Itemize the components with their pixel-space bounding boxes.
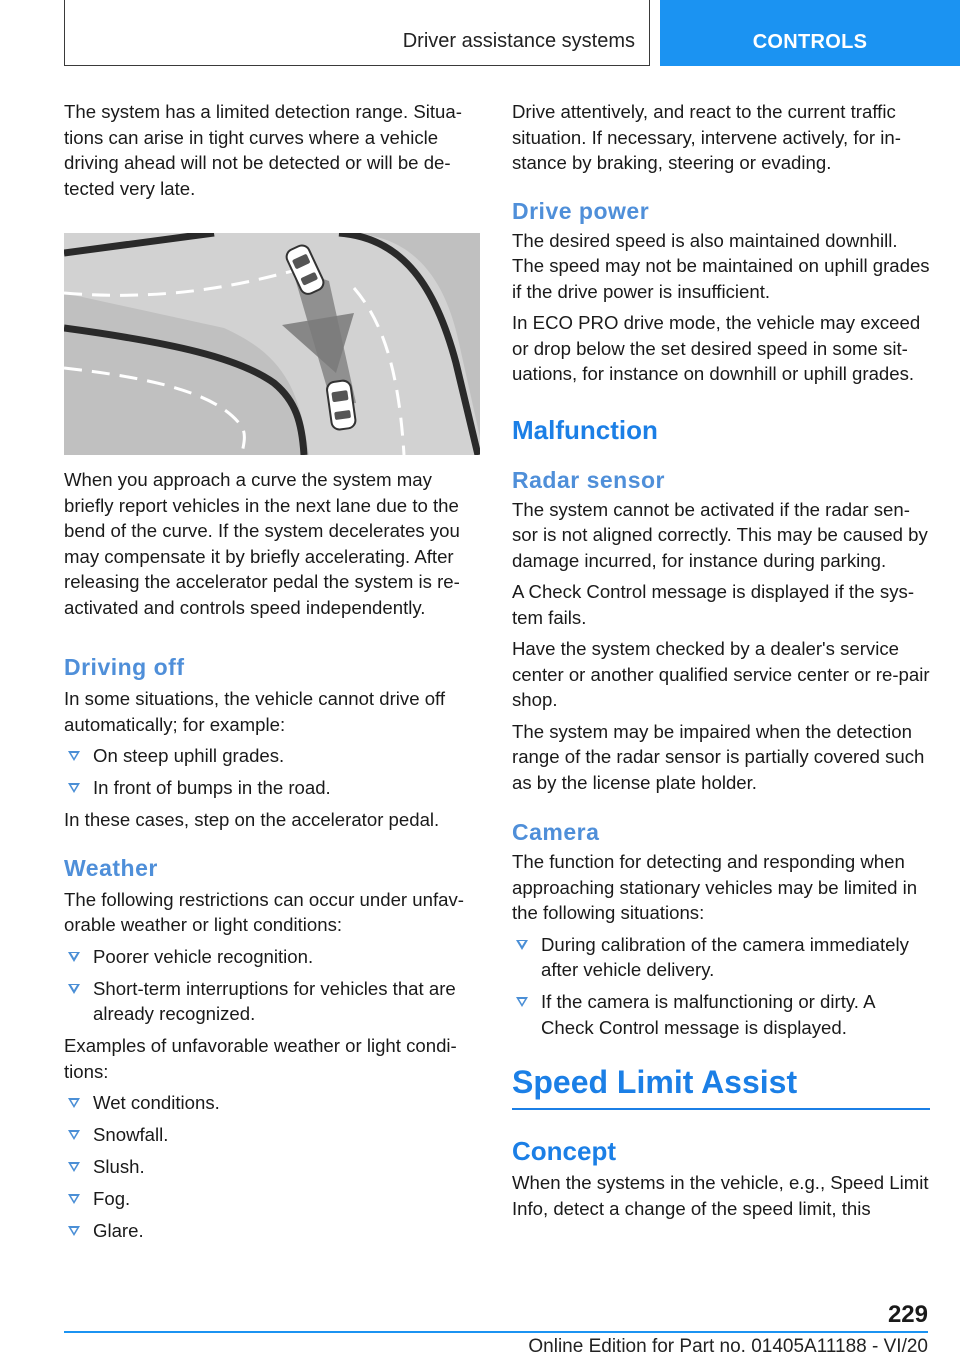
- header-section-box: [64, 0, 650, 66]
- left-column: [64, 99, 482, 1250]
- drive-power-p2: In ECO PRO drive mode, the vehicle may exceed or drop below the set desired speed in some sit-uations, for instance on downhill or uphill grades.: [512, 312, 921, 384]
- driving-off-heading: Driving off: [64, 654, 185, 680]
- list-item: In front of bumps in the road.: [64, 775, 482, 801]
- radar-p4: The system may be impaired when the detection range of the radar sensor is partially covered such as by the license plate holder.: [512, 720, 925, 793]
- bullet-triangle-icon: [68, 1098, 80, 1108]
- weather-examples: Examples of unfavorable weather or light condi-tions:: [64, 1035, 457, 1082]
- right-column: [512, 99, 930, 1227]
- list-item: On steep uphill grades.: [64, 743, 482, 769]
- camera-text: The function for detecting and responding when approaching stationary vehicles may be limited in the following situations:: [512, 851, 918, 923]
- list-item: Slush.: [64, 1154, 482, 1180]
- curve-paragraph: When you approach a curve the system may briefly report vehicles in the next lane due to the bend of the curve. If the system decelerates you may compensate it by briefly accelerating. After releasing the accelerator pedal the system is re-activated and controls speed independently.: [64, 469, 460, 618]
- list-item: Wet conditions.: [64, 1090, 482, 1116]
- list-item: Glare.: [64, 1218, 482, 1244]
- page-number: 229: [887, 1301, 928, 1328]
- bullet-triangle-icon: [68, 751, 80, 761]
- bullet-triangle-icon: [68, 1194, 80, 1204]
- footer-divider: [64, 1331, 928, 1333]
- weather-heading: Weather: [64, 854, 158, 881]
- camera-heading: Camera: [512, 819, 600, 845]
- drive-power-p1: The desired speed is also maintained downhill. The speed may not be maintained on uphill grades if the drive power is insufficient.: [512, 229, 930, 302]
- chapter-tab[interactable]: [660, 0, 960, 66]
- bullet-triangle-icon: [68, 984, 80, 994]
- bullet-triangle-icon: [68, 1226, 80, 1236]
- list-item: Fog.: [64, 1186, 482, 1212]
- radar-p1: The system cannot be activated if the radar sen-sor is not aligned correctly. This may be caused by damage incurred, for instance during parking.: [512, 498, 928, 571]
- curve-detection-illustration: [64, 233, 480, 455]
- weather-list: [64, 944, 482, 1027]
- bullet-triangle-icon: [516, 997, 528, 1007]
- section-title: Driver assistance systems: [402, 30, 635, 52]
- concept-text: When the systems in the vehicle, e.g., Speed Limit Info, detect a change of the speed limit, this: [512, 1172, 929, 1219]
- driving-off-after: In these cases, step on the accelerator pedal.: [64, 809, 440, 830]
- bullet-triangle-icon: [68, 952, 80, 962]
- concept-heading: Concept: [512, 1136, 616, 1166]
- edition-info: Online Edition for Part no. 01405A11188 - VI/20: [528, 1336, 928, 1357]
- list-item: Short-term interruptions for vehicles that are already recognized.: [64, 976, 482, 1027]
- conditions-list: [64, 1090, 482, 1244]
- bullet-triangle-icon: [68, 1162, 80, 1172]
- weather-text: The following restrictions can occur under unfav-orable weather or light conditions:: [64, 888, 464, 935]
- malfunction-heading: Malfunction: [512, 414, 658, 445]
- radar-p2: A Check Control message is displayed if the sys-tem fails.: [512, 581, 915, 628]
- radar-p3: Have the system checked by a dealer's service center or another qualified service center or re-pair shop.: [512, 638, 930, 710]
- driving-off-list: [64, 743, 482, 801]
- drive-attentively-paragraph: Drive attentively, and react to the current traffic situation. If necessary, intervene actively, for in-stance by braking, steering or evading.: [512, 101, 901, 173]
- chapter-tab-label: CONTROLS: [752, 31, 868, 53]
- list-item: If the camera is malfunctioning or dirty. A Check Control message is displayed.: [512, 989, 930, 1040]
- bullet-triangle-icon: [68, 783, 80, 793]
- radar-sensor-heading: Radar sensor: [512, 466, 666, 493]
- bullet-triangle-icon: [516, 940, 528, 950]
- bullet-triangle-icon: [68, 1130, 80, 1140]
- list-item: During calibration of the camera immediately after vehicle delivery.: [512, 932, 930, 983]
- drive-power-heading: Drive power: [512, 197, 650, 224]
- list-item: Poorer vehicle recognition.: [64, 944, 482, 970]
- list-item: Snowfall.: [64, 1122, 482, 1148]
- driving-off-text: In some situations, the vehicle cannot drive off automatically; for example:: [64, 688, 446, 735]
- speed-limit-assist-heading: Speed Limit Assist: [512, 1062, 930, 1110]
- intro-paragraph: The system has a limited detection range. Situa-tions can arise in tight curves where a vehicle driving ahead will not be detected or will be de-tected very late.: [64, 101, 462, 199]
- camera-list: [512, 932, 930, 1041]
